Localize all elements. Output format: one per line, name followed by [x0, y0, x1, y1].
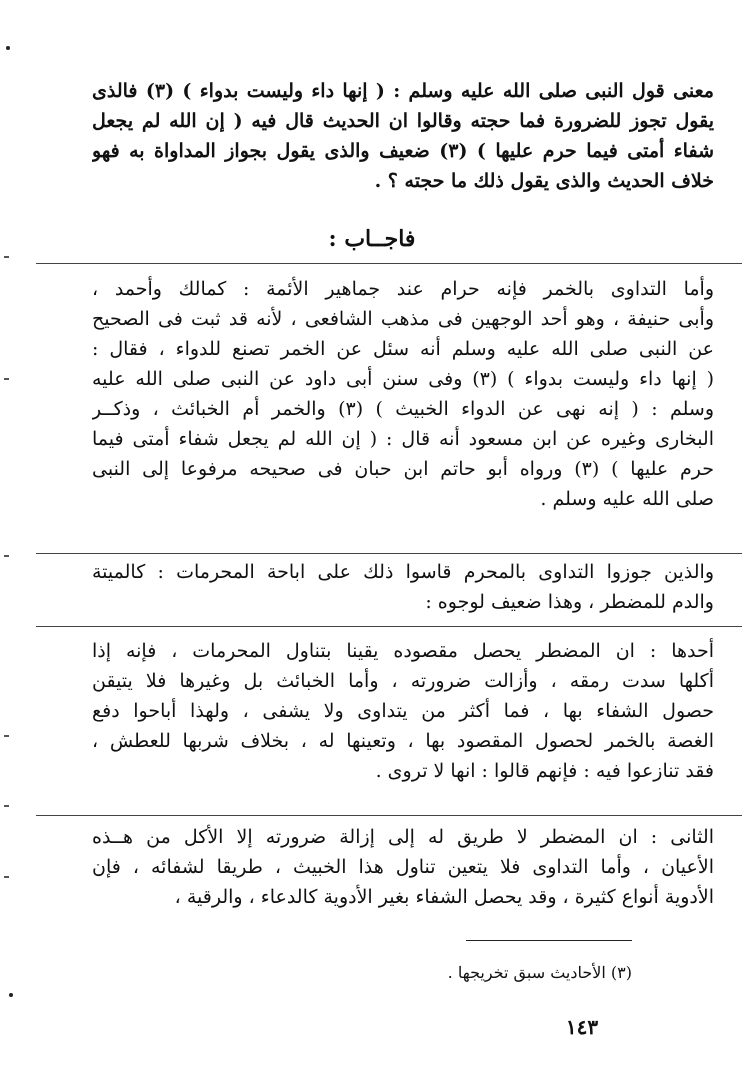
answer-paragraph-3	[92, 636, 714, 786]
text-line: الأدوية أنواع كثيرة ، وقد يحصل الشفاء بغير الأدوية كالدعاء ، والرقية ،	[174, 886, 714, 908]
text-line: صلى الله عليه وسلم .	[540, 488, 714, 510]
scan-mark	[4, 555, 9, 557]
text-line: الأعيان ، وأما التداوى فلا يتعين تناول هذا الخبيث ، طريقا لشفائه ، فإن	[92, 856, 714, 878]
answer-paragraph-1	[92, 274, 714, 514]
question-paragraph	[92, 76, 714, 196]
text-line: والذين جوزوا التداوى بالمحرم قاسوا ذلك على اباحة المحرمات : كالميتة	[92, 561, 714, 583]
text-line: شفاء أمتى فيما حرم عليها ) (٣) ضعيف والذى يقول بجواز المداواة به فهو	[92, 140, 714, 162]
scan-mark	[4, 805, 9, 807]
text-line: الغصة بالخمر لحصول المقصود بها ، وتعينها له ، بخلاف شربها للعطش ،	[92, 730, 714, 752]
text-line: معنى قول النبى صلى الله عليه وسلم : ( إنها داء وليست بدواء ) (٣) فالذى	[92, 80, 714, 102]
text-line: أحدها : ان المضطر يحصل مقصوده يقينا بتناول المحرمات ، فإنه إذا	[92, 640, 714, 662]
text-line: وأما التداوى بالخمر فإنه حرام عند جماهير الأئمة : كمالك وأحمد ،	[92, 278, 714, 300]
answer-paragraph-4	[92, 822, 714, 912]
text-line: يقول تجوز للضرورة فما حجته وقالوا ان الحديث قال فيه ( إن الله لم يجعل	[92, 110, 714, 132]
answer-heading-text: فاجــاب :	[328, 226, 416, 252]
scan-mark	[6, 46, 10, 50]
text-line: والدم للمضطر ، وهذا ضعيف لوجوه :	[425, 591, 714, 613]
text-line: خلاف الحديث والذى يقول ذلك ما حجته ؟ .	[374, 170, 714, 192]
text-line: عن النبى صلى الله عليه وسلم أنه سئل عن الخمر تصنع للدواء ، فقال :	[92, 338, 714, 360]
answer-heading	[0, 226, 744, 254]
footnote: (٣) الأحاديث سبق تخريجها .	[447, 963, 632, 982]
footnote-rule	[466, 940, 632, 941]
section-divider	[36, 553, 742, 554]
scan-mark	[4, 256, 9, 258]
scan-mark	[9, 993, 13, 997]
scan-mark	[4, 735, 9, 737]
text-line: أكلها سدت رمقه ، وأزالت ضرورته ، وأما الخبائث بل وغيرها فلا يتيقن	[92, 670, 714, 692]
text-line: البخارى وغيره عن ابن مسعود أنه قال : ( إن الله لم يجعل شفاء أمتى فيما	[92, 428, 714, 450]
text-line: فقد تنازعوا فيه : فإنهم قالوا : انها لا تروى .	[375, 760, 714, 782]
text-line: ( إنها داء وليست بدواء ) (٣) وفى سنن أبى داود عن النبى صلى الله عليه	[92, 368, 714, 390]
text-line: وأبى حنيفة ، وهو أحد الوجهين فى مذهب الشافعى ، لأنه قد ثبت فى الصحيح	[92, 308, 714, 330]
text-line: وسلم : ( إنه نهى عن الدواء الخبيث ) (٣) والخمر أم الخبائث ، وذكــر	[92, 398, 714, 420]
text-line: الثانى : ان المضطر لا طريق له إلى إزالة ضرورته إلا الأكل من هــذه	[92, 826, 714, 848]
scan-mark	[4, 378, 9, 380]
answer-paragraph-2	[92, 557, 714, 617]
section-divider	[36, 263, 742, 264]
section-divider	[36, 815, 742, 816]
page-number: ١٤٣	[565, 1015, 599, 1039]
scan-mark	[4, 876, 9, 878]
text-line: حصول الشفاء بها ، فما أكثر من يتداوى ولا يشفى ، ولهذا أباحوا دفع	[92, 700, 714, 722]
text-line: حرم عليها ) (٣) ورواه أبو حاتم ابن حبان فى صحيحه مرفوعا إلى النبى	[92, 458, 714, 480]
section-divider	[36, 626, 742, 627]
